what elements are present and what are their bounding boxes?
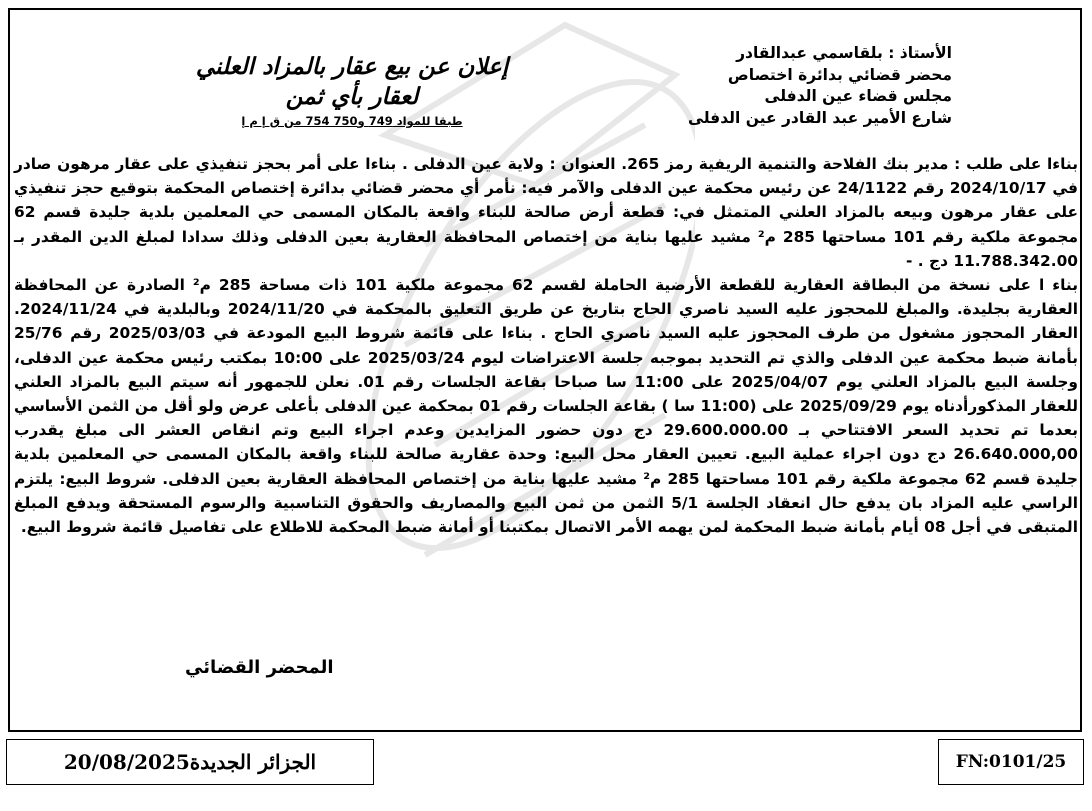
legal-reference: طبقا للمواد 749 و750 754 من ق إ م إ [241, 114, 463, 128]
body-paragraph: بناء ا على نسخة من البطاقة العقارية للقطعة الأرضية الحاملة لقسم 62 مجموعة ملكية 101 ذات مساحة 285 م² الصادرة عن المحافظة العقارية بجليدة. والمبلغ للمحجوز عليه السيد ناصري الحاج بتاريخ عن طريق التعليق بالمحكمة في 2024/11/20 وبالبلدية في 2024/11/24. العقار المحجوز مشغول من طرف المحجوز عليه السيد ناصري الحاج . بناءا على قائمة شروط البيع المودعة في 2025/03/03 رقم 25/76 بأمانة ضبط محكمة عين الدفلى والذي تم التحديد بموجبه جلسة الاعتراضات ليوم 2025/03/24 على 10:00 بمكتب رئيس محكمة عين الدفلى، وجلسة البيع بالمزاد العلني يوم 2025/04/07 على 11:00 سا صباحا بقاعة الجلسات رقم 01. نعلن للجمهور أنه سيتم البيع بالمزاد العلني للعقار المذكورأدناه يوم 2025/09/29 على (11:00 سا ) بقاعة الجلسات رقم 01 بمحكمة عين الدفلى بأعلى عرض ولو أقل من الثمن الأساسي بعدما تم تحديد السعر الافتتاحي بـ 29.600.000.00 دج دون حضور المزايدين وعدم اجراء البيع وتم انقاص العشر الى مبلغ يقدرب 26.640.000,00 دج دون اجراء عملية البيع. تعيين العقار محل البيع: وحدة عقارية صالحة للبناء واقعة بالمكان المسمى حي المعلمين بلدية جليدة قسم 62 مجموعة ملكية رقم 101 مساحتها 285 م² مشيد عليها بناية من إختصاص المحافظة العقارية بعين الدفلى. شروط البيع: يلتزم الراسي عليه المزاد بان يدفع حال انعقاد الجلسة 5/1 الثمن من ثمن البيع والمصاريف والحقوق التناسبية والرسوم المستحقة ويدفع المبلغ المتبقى في أجل 08 أيام بأمانة ضبط المحكمة لمن يهمه الأمر الاتصال بمكتبنا أو أمانة ضبط المحكمة للاطلاع على تفاصيل قائمة شروط البيع. [14, 276, 1079, 537]
bailiff-address-line: شارع الأمير عبد القادر عين الدفلى [688, 108, 952, 127]
bailiff-name-line: الأستاذ : بلقاسمي عبدالقادر [736, 44, 952, 62]
file-number-box: FN:0101/25 [938, 739, 1084, 785]
announcement-title-block [132, 52, 572, 129]
bailiff-court-line: مجلس قضاء عين الدفلى [764, 87, 952, 105]
newspaper-date-box: الجزائر الجديدة20/08/2025 [6, 739, 374, 785]
announcement-body [14, 152, 1078, 539]
bailiff-info [652, 43, 952, 129]
bailiff-title-line: محضر قضائي بدائرة اختصاص [727, 65, 952, 84]
announcement-title: إعلان عن بيع عقار بالمزاد العلني [195, 53, 509, 80]
body-paragraph: بناءا على طلب : مدير بنك الفلاحة والتنمية الريفية رمز 265. العنوان : ولاية عين الدفلى . بناءا على أمر بحجز تنفيذي على عقار مرهون صادر في 2024/10/17 رقم 24/1122 عن رئيس محكمة عين الدفلى والآمر فيه: نأمر أي محضر قضائي بدائرة إختصاص المحكمة بتوقيع حجز تنفيذي على عقار مرهون وبيعه بالمزاد العلني المتمثل في: قطعة أرض صالحة للبناء واقعة بالمكان المسمى حي المعلمين بلدية جليدة قسم 62 مجموعة ملكية رقم 101 مساحتها 285 م² مشيد عليها بناية من إختصاص المحافظة العقارية بعين الدفلى وذلك سدادا لمبلغ الدين المقدر بـ 11.788.342.00 دج . - [14, 155, 1078, 270]
signature: المحضر القضائي [185, 657, 334, 678]
announcement-subtitle: لعقار بأي ثمن [285, 83, 419, 110]
